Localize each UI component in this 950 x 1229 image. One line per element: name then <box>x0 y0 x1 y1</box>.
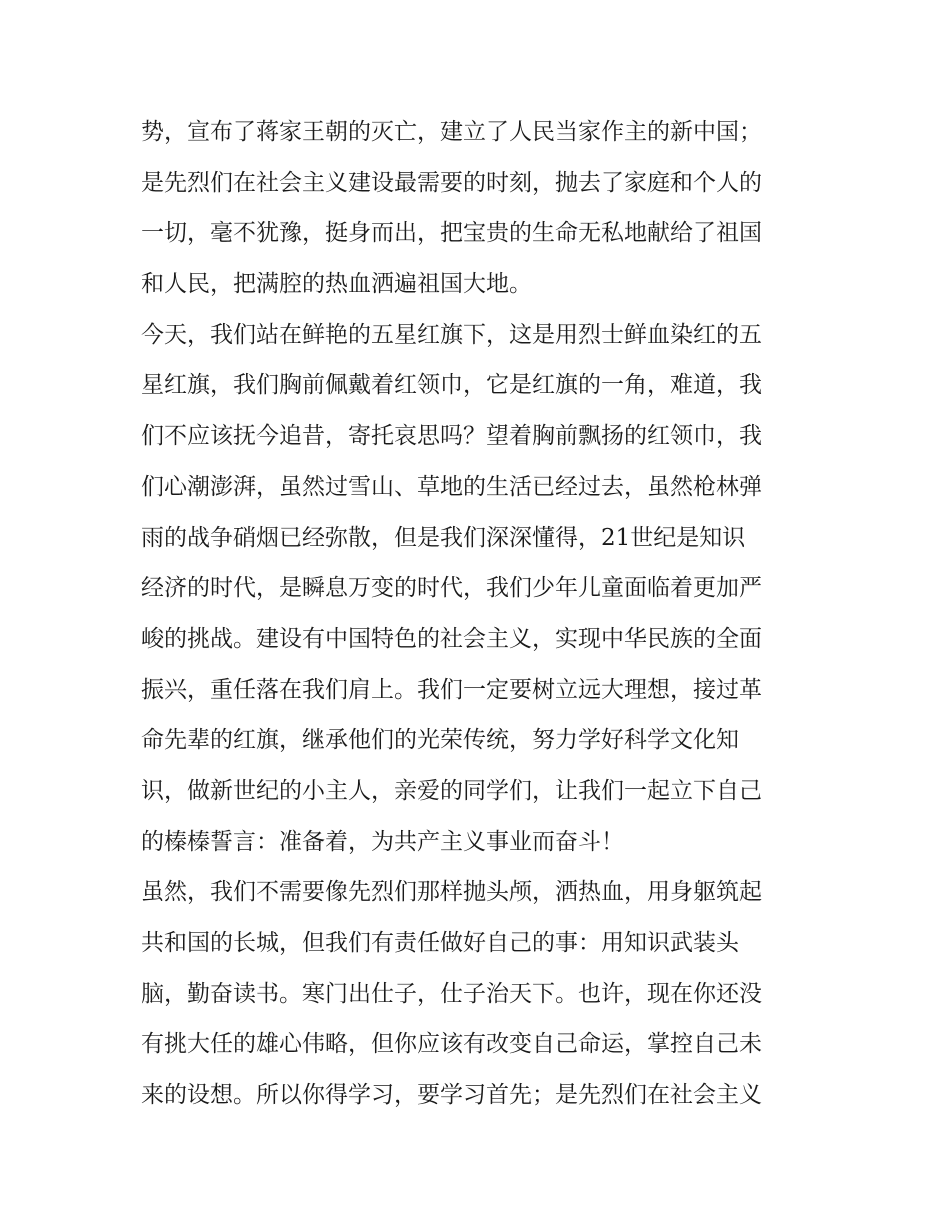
text-line: 振兴，重任落在我们肩上。我们一定要树立远大理想，接过革 <box>141 676 762 703</box>
text-line: 今天，我们站在鲜艳的五星红旗下，这是用烈士鲜血染红的五 <box>141 321 762 348</box>
text-line: 们不应该抚今追昔，寄托哀思吗？望着胸前飘扬的红领巾，我 <box>141 423 762 450</box>
text-line: 雨的战争硝烟已经弥散，但是我们深深懂得，21世纪是知识 <box>141 524 746 551</box>
text-line: 峻的挑战。建设有中国特色的社会主义，实现中华民族的全面 <box>141 625 762 652</box>
text-line: 命先辈的红旗，继承他们的光荣传统，努力学好科学文化知 <box>141 727 739 754</box>
body-text <box>141 107 821 1121</box>
text-line: 有挑大任的雄心伟略，但你应该有改变自己命运，掌控自己未 <box>141 1031 762 1058</box>
text-line: 共和国的长城，但我们有责任做好自己的事：用知识武装头 <box>141 930 739 956</box>
text-line: 识，做新世纪的小主人，亲爱的同学们，让我们一起立下自己 <box>141 777 762 804</box>
text-line: 来的设想。所以你得学习，要学习首先；是先烈们在社会主义 <box>141 1082 762 1109</box>
text-line: 脑，勤奋读书。寒门出仕子，仕子治天下。也许，现在你还没 <box>141 980 762 1007</box>
text-line: 虽然，我们不需要像先烈们那样抛头颅，洒热血，用身躯筑起 <box>141 879 762 906</box>
text-line: 势，宣布了蒋家王朝的灭亡，建立了人民当家作主的新中国； <box>141 119 762 145</box>
text-line: 们心潮澎湃，虽然过雪山、草地的生活已经过去，虽然枪林弹 <box>141 473 762 500</box>
text-line: 的榛榛誓言：准备着，为共产主义事业而奋斗！ <box>141 828 624 855</box>
text-line: 星红旗，我们胸前佩戴着红领巾，它是红旗的一角，难道，我 <box>141 372 762 399</box>
text-line: 一切，毫不犹豫，挺身而出，把宝贵的生命无私地献给了祖国 <box>141 220 762 247</box>
text-line: 经济的时代，是瞬息万变的时代，我们少年儿童面临着更加严 <box>141 575 762 602</box>
text-line: 和人民，把满腔的热血洒遍祖国大地。 <box>141 271 532 298</box>
text-line: 是先烈们在社会主义建设最需要的时刻，抛去了家庭和个人的 <box>141 169 762 196</box>
